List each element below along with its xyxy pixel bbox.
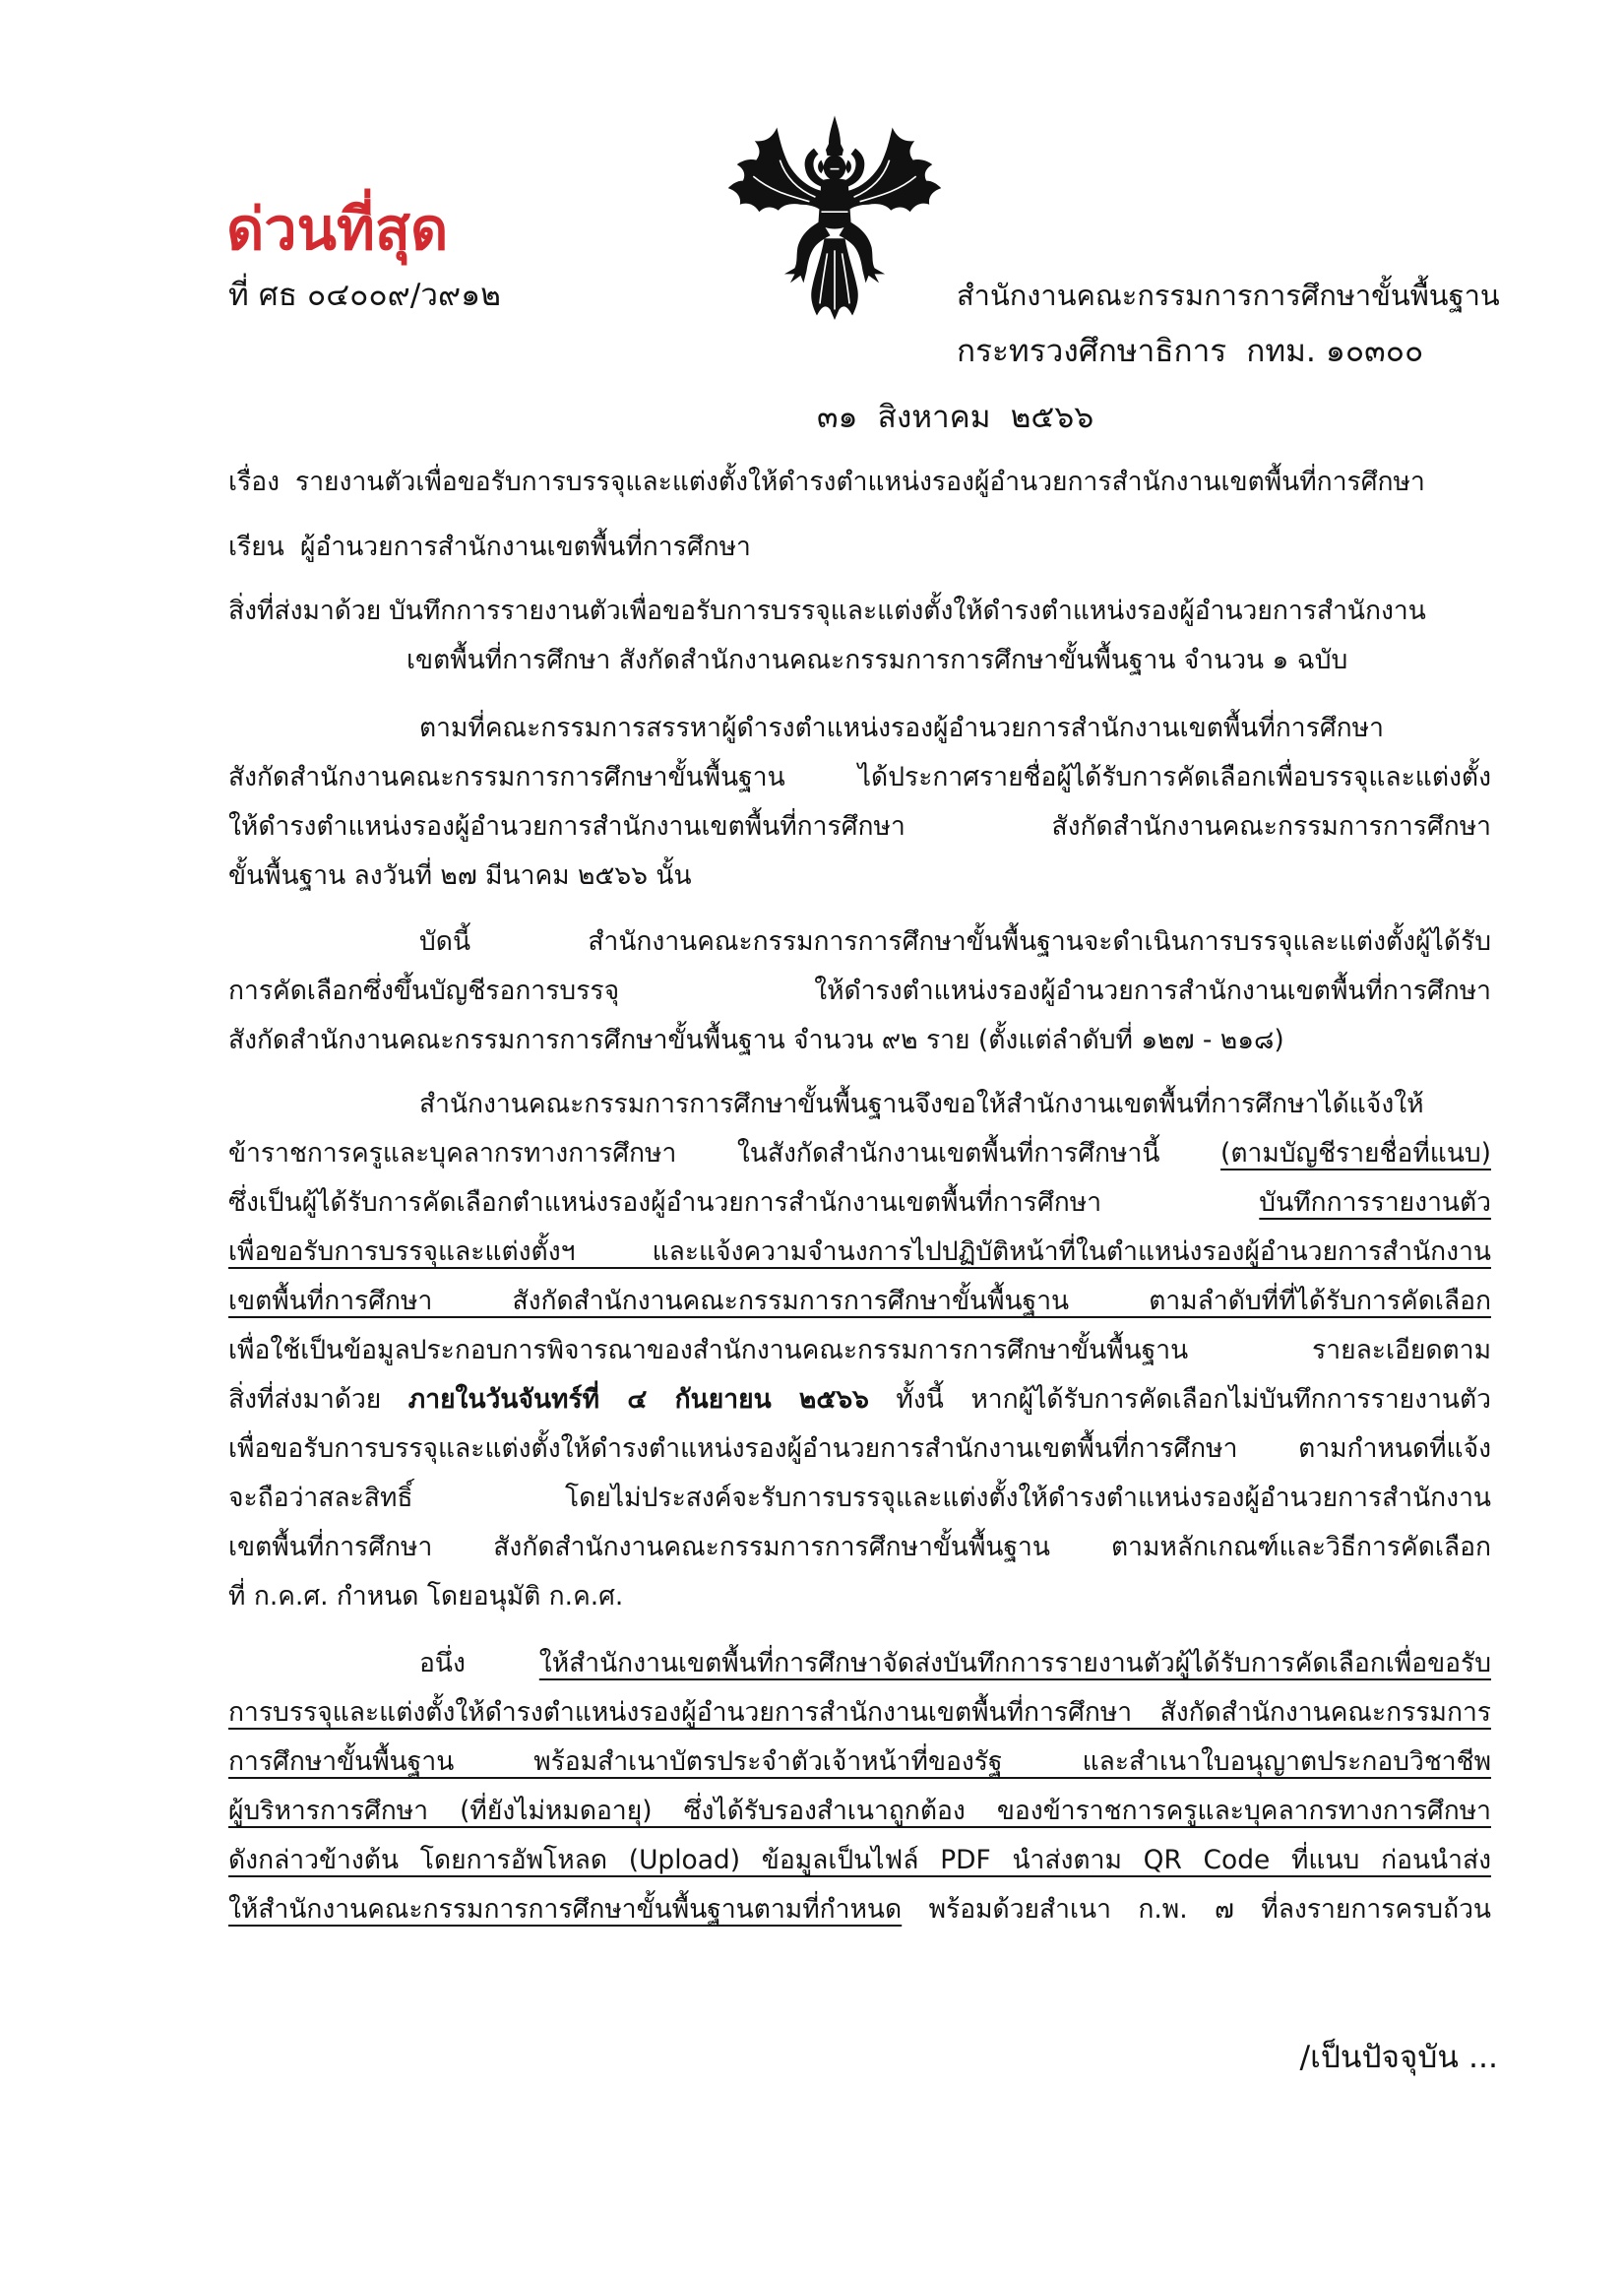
underlined-text: ให้สำนักงานคณะกรรมการการศึกษาขั้นพื้นฐานตามที่กำหนด: [228, 1894, 903, 1925]
line-text: สำนักงานคณะกรรมการการศึกษาขั้นพื้นฐานจึงขอให้สำนักงานเขตพื้นที่การศึกษาได้แจ้งให้: [419, 1089, 1424, 1119]
garuda-emblem-icon: [723, 114, 946, 323]
subject-line: [228, 458, 1491, 507]
urgency-label: ด่วนที่สุด: [226, 195, 449, 263]
line-text: เพื่อใช้เป็นข้อมูลประกอบการพิจารณาของสำนักงานคณะกรรมการการศึกษาขั้นพื้นฐาน รายละเอียดตาม: [228, 1335, 1491, 1365]
paragraph-line: [228, 1572, 1491, 1621]
salutation-label: เรียน: [228, 532, 284, 562]
line-text: ขั้นพื้นฐาน ลงวันที่ ๒๗ มีนาคม ๒๕๖๖ นั้น: [228, 860, 692, 891]
underlined-text: การบรรจุและแต่งตั้งให้ดำรงตำแหน่งรองผู้อำนวยการสำนักงานเขตพื้นที่การศึกษา สังกัดสำนักงานคณะกรรมการ: [228, 1697, 1491, 1728]
line-text: สิ่งที่ส่งมาด้วย: [228, 1384, 408, 1415]
paragraph-line: [228, 753, 1491, 802]
paragraph-line: [228, 1836, 1491, 1885]
line-text: ตามที่คณะกรรมการสรรหาผู้ดำรงตำแหน่งรองผู้อำนวยการสำนักงานเขตพื้นที่การศึกษา: [419, 713, 1384, 743]
line-text: ที่ ก.ค.ศ. กำหนด โดยอนุมัติ ก.ค.ศ.: [228, 1581, 624, 1612]
enclosure-text: บันทึกการรายงานตัวเพื่อขอรับการบรรจุและแต่งตั้งให้ดำรงตำแหน่งรองผู้อำนวยการสำนักงาน: [389, 596, 1426, 626]
salutation-line: [228, 523, 1491, 572]
enclosure-line: [228, 587, 1491, 636]
paragraph-line: [228, 1885, 1491, 1934]
paragraph-line: [228, 1375, 1491, 1424]
line-text: บัดนี้ สำนักงานคณะกรรมการการศึกษาขั้นพื้นฐานจะดำเนินการบรรจุและแต่งตั้งผู้ได้รับ: [419, 926, 1491, 957]
paragraph-2: [228, 917, 1491, 1065]
line-text: ข้าราชการครูและบุคลากรทางการศึกษา ในสังกัดสำนักงานเขตพื้นที่การศึกษานี้: [228, 1138, 1220, 1169]
page-continuation: /เป็นปัจจุบัน ...: [1299, 2040, 1498, 2075]
paragraph-line: [228, 1326, 1491, 1375]
line-text: ซึ่งเป็นผู้ได้รับการคัดเลือกตำแหน่งรองผู้อำนวยการสำนักงานเขตพื้นที่การศึกษา: [228, 1187, 1260, 1218]
line-text: สังกัดสำนักงานคณะกรรมการการศึกษาขั้นพื้นฐาน ได้ประกาศรายชื่อผู้ได้รับการคัดเลือกเพื่อบรรจุและแต่งตั้ง: [228, 762, 1491, 792]
paragraph-line: [228, 1424, 1491, 1474]
deadline-text: ภายในวันจันทร์ที่ ๔ กันยายน ๒๕๖๖: [407, 1384, 869, 1415]
paragraph-line: [228, 1474, 1491, 1523]
line-text: เขตพื้นที่การศึกษา สังกัดสำนักงานคณะกรรมการการศึกษาขั้นพื้นฐาน ตามหลักเกณฑ์และวิธีการคัดเลือก: [228, 1532, 1491, 1562]
letter-date: ๓๑ สิงหาคม ๒๕๖๖: [817, 400, 1094, 435]
line-text: ทั้งนี้ หากผู้ได้รับการคัดเลือกไม่บันทึกการรายงานตัว: [868, 1384, 1492, 1415]
paragraph-4: [228, 1639, 1491, 1934]
line-text: การคัดเลือกซึ่งขึ้นบัญชีรอการบรรจุ ให้ดำรงตำแหน่งรองผู้อำนวยการสำนักงานเขตพื้นที่การศึกษา: [228, 976, 1491, 1006]
underlined-text: ดังกล่าวข้างต้น โดยการอัพโหลด (Upload) ข้อมูลเป็นไฟล์ PDF นำส่งตาม QR Code ที่แนบ ก่อนนำส่ง: [228, 1845, 1491, 1875]
salutation-text: ผู้อำนวยการสำนักงานเขตพื้นที่การศึกษา: [300, 532, 751, 562]
enclosure-label: สิ่งที่ส่งมาด้วย: [228, 596, 382, 626]
paragraph-line: [228, 1277, 1491, 1326]
paragraph-line: [228, 1738, 1491, 1787]
paragraph-line: [228, 1639, 1491, 1688]
line-text: สังกัดสำนักงานคณะกรรมการการศึกษาขั้นพื้นฐาน จำนวน ๙๒ ราย (ตั้งแต่ลำดับที่ ๑๒๗ - ๒๑๘): [228, 1025, 1284, 1055]
underlined-text: ผู้บริหารการศึกษา (ที่ยังไม่หมดอายุ) ซึ่งได้รับรองสำเนาถูกต้อง ของข้าราชการครูและบุคลากรทางการศึกษา: [228, 1796, 1491, 1826]
paragraph-line: [228, 1228, 1491, 1277]
paragraph-line: [228, 802, 1491, 852]
paragraph-line: [228, 1178, 1491, 1228]
underlined-text: บันทึกการรายงานตัว: [1259, 1187, 1491, 1218]
enclosure-line: [228, 636, 1491, 685]
paragraph-line: [228, 704, 1491, 753]
paragraph-line: [228, 1016, 1491, 1065]
underlined-text: ให้สำนักงานเขตพื้นที่การศึกษาจัดส่งบันทึกการรายงานตัวผู้ได้รับการคัดเลือกเพื่อขอรับ: [538, 1648, 1491, 1678]
line-text: จะถือว่าสละสิทธิ์ โดยไม่ประสงค์จะรับการบรรจุและแต่งตั้งให้ดำรงตำแหน่งรองผู้อำนวยการสำนักงาน: [228, 1483, 1491, 1513]
paragraph-line: [228, 917, 1491, 967]
underlined-text: การศึกษาขั้นพื้นฐาน พร้อมสำเนาบัตรประจำตัวเจ้าหน้าที่ของรัฐ และสำเนาใบอนุญาตประกอบวิชาชีพ: [228, 1746, 1491, 1777]
paragraph-line: [228, 1523, 1491, 1572]
subject-label: เรื่อง: [228, 467, 281, 497]
paragraph-line: [228, 1129, 1491, 1178]
paragraph-line: [228, 852, 1491, 901]
enclosure-text: เขตพื้นที่การศึกษา สังกัดสำนักงานคณะกรรมการการศึกษาขั้นพื้นฐาน จำนวน ๑ ฉบับ: [406, 645, 1348, 675]
line-text: เพื่อขอรับการบรรจุและแต่งตั้งให้ดำรงตำแหน่งรองผู้อำนวยการสำนักงานเขตพื้นที่การศึกษา ตามกำหนดที่แจ้ง: [228, 1433, 1491, 1464]
paragraph-1: [228, 704, 1491, 901]
line-text: อนึ่ง: [419, 1648, 539, 1678]
sender-address: กระทรวงศึกษาธิการ กทม. ๑๐๓๐๐: [957, 334, 1424, 369]
paragraph-3: [228, 1080, 1491, 1621]
underlined-text: เพื่อขอรับการบรรจุและแต่งตั้งฯ และแจ้งความจำนงการไปปฏิบัติหน้าที่ในตำแหน่งรองผู้อำนวยการสำนักงาน: [228, 1236, 1491, 1267]
paragraph-line: [228, 1787, 1491, 1836]
sender-office: สำนักงานคณะกรรมการการศึกษาขั้นพื้นฐาน: [957, 279, 1500, 312]
line-text: ให้ดำรงตำแหน่งรองผู้อำนวยการสำนักงานเขตพื้นที่การศึกษา สังกัดสำนักงานคณะกรรมการการศึกษา: [228, 811, 1491, 842]
paragraph-line: [228, 1080, 1491, 1129]
line-text: พร้อมด้วยสำเนา ก.พ. ๗ ที่ลงรายการครบถ้วน: [902, 1894, 1491, 1925]
reference-number: ที่ ศธ ๐๔๐๐๙/ว๙๑๒: [228, 278, 501, 313]
underlined-text: (ตามบัญชีรายชื่อที่แนบ): [1220, 1138, 1491, 1169]
subject-text: รายงานตัวเพื่อขอรับการบรรจุและแต่งตั้งให้ดำรงตำแหน่งรองผู้อำนวยการสำนักงานเขตพื้นที่การศึกษา: [295, 467, 1425, 497]
underlined-text: เขตพื้นที่การศึกษา สังกัดสำนักงานคณะกรรมการการศึกษาขั้นพื้นฐาน ตามลำดับที่ที่ได้รับการคัดเลือก: [228, 1286, 1491, 1316]
paragraph-line: [228, 967, 1491, 1016]
enclosure-block: [228, 587, 1491, 685]
paragraph-line: [228, 1688, 1491, 1738]
